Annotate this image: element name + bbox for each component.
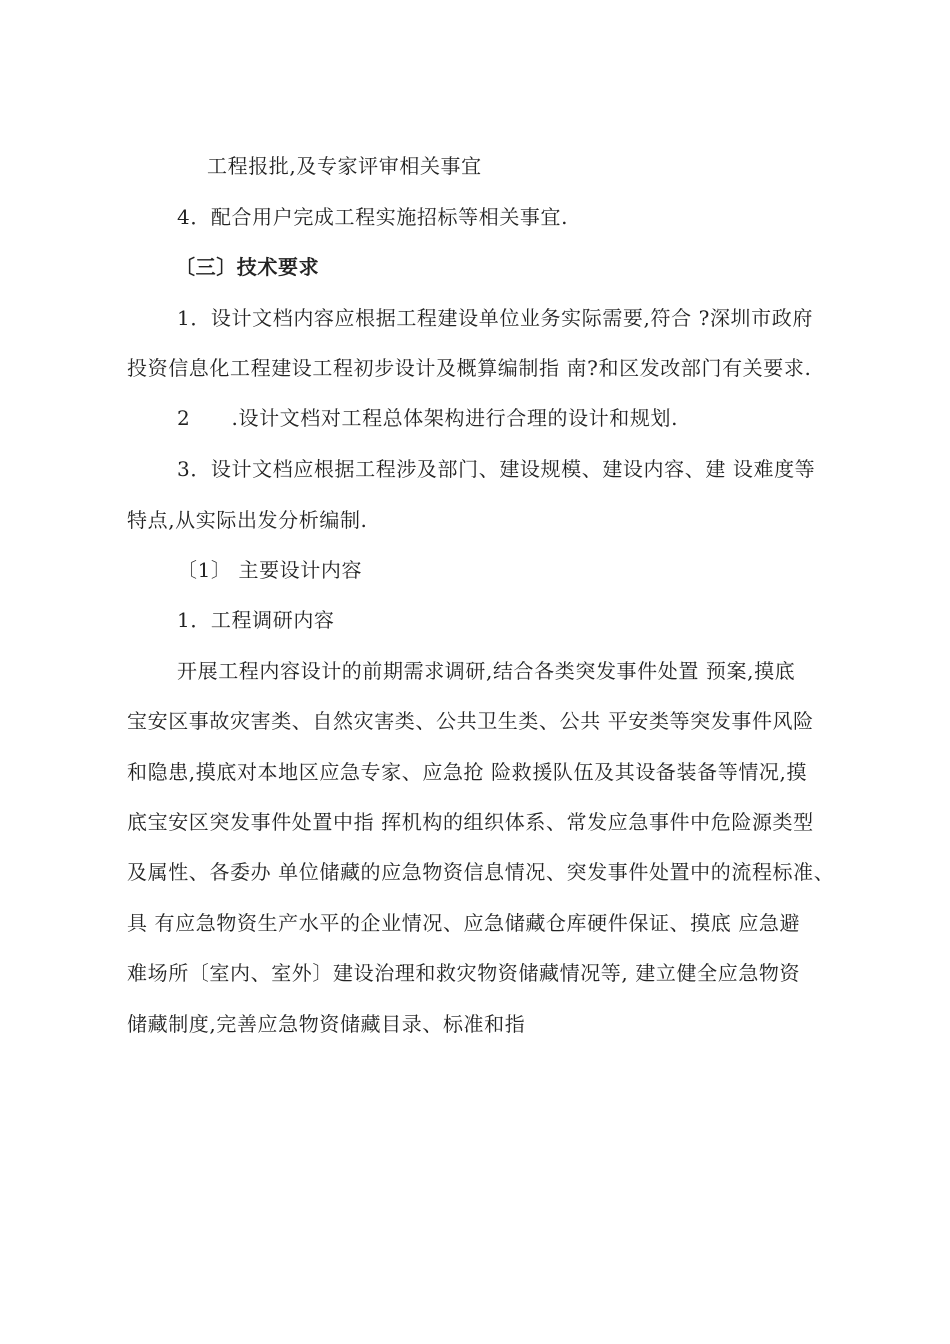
body-paragraph-line-3: 和隐患,摸底对本地区应急专家、应急抢 险救援队伍及其设备装备等情况,摸 [127,760,808,784]
body-paragraph-line-7: 难场所〔室内、室外〕建设治理和救灾物资储藏情况等, 建立健全应急物资 [127,961,801,985]
list-item-1-line-1: 1．设计文档内容应根据工程建设单位业务实际需要,符合 ?深圳市政府 [177,306,813,330]
body-paragraph-line-5: 及属性、各委办 单位储藏的应急物资信息情况、突发事件处置中的流程标准、 [127,860,835,884]
list-item-2: 2 .设计文档对工程总体架构进行合理的设计和规划. [177,406,679,430]
body-paragraph-line-4: 底宝安区突发事件处置中指 挥机构的组织体系、常发应急事件中危险源类型 [127,810,814,834]
list-item-1-line-2: 投资信息化工程建设工程初步设计及概算编制指 南?和区发改部门有关要求. [127,356,812,380]
body-paragraph-line-6: 具 有应急物资生产水平的企业情况、应急储藏仓库硬件保证、摸底 应急避 [127,911,801,935]
body-paragraph-line-8: 储藏制度,完善应急物资储藏目录、标准和指 [127,1012,526,1036]
subsection-item-research: 1．工程调研内容 [177,608,335,632]
body-paragraph-line-1: 开展工程内容设计的前期需求调研,结合各类突发事件处置 预案,摸底 [177,659,796,683]
subsection-heading-main-design: 〔1〕 主要设计内容 [177,558,363,582]
list-item-3-line-2: 特点,从实际出发分析编制. [127,508,368,532]
paragraph-line-continuation: 工程报批,及专家评审相关事宜 [207,154,482,178]
list-item-3-line-1: 3．设计文档应根据工程涉及部门、建设规模、建设内容、建 设难度等 [177,457,816,481]
list-item-4: 4．配合用户完成工程实施招标等相关事宜. [177,205,569,229]
body-paragraph-line-2: 宝安区事故灾害类、自然灾害类、公共卫生类、公共 平安类等突发事件风险 [127,709,814,733]
section-heading-technical-requirements: 〔三〕技术要求 [175,255,320,279]
